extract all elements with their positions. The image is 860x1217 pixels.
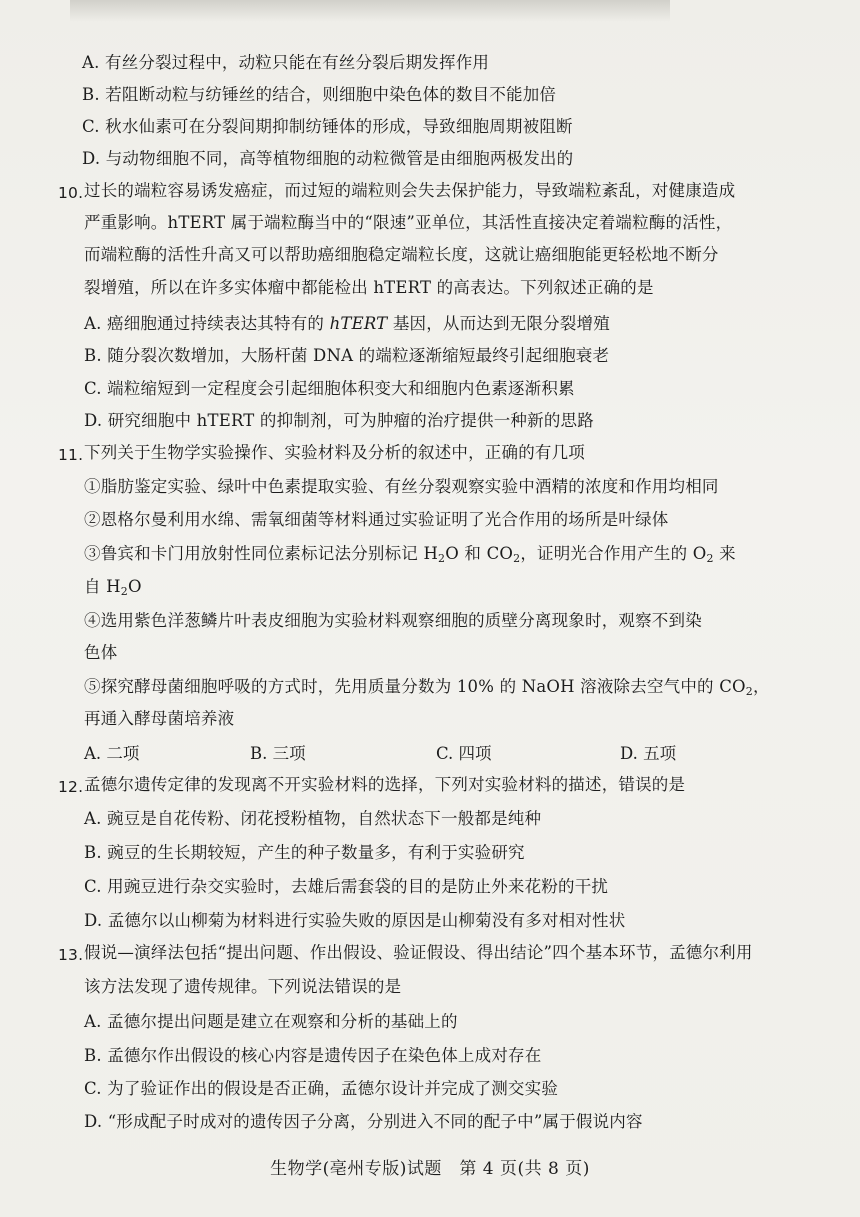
q9-option-b: B. 若阻断动粒与纺锤丝的结合，则细胞中染色体的数目不能加倍 <box>82 85 557 104</box>
q11-number: 11. <box>58 446 84 464</box>
q11-statement-5: ⑤探究酵母菌细胞呼吸的方式时，先用质量分数为 10% 的 NaOH 溶液除去空气中的 $CO_2$， <box>84 677 770 698</box>
q11-statement-5-cont: 再通入酵母菌培养液 <box>84 709 235 728</box>
q12-option-d: D. 孟德尔以山柳菊为材料进行实验失败的原因是山柳菊没有多对相对性状 <box>84 911 626 930</box>
page-footer: 生物学(亳州专版)试题 第 4 页(共 8 页) <box>270 1159 590 1179</box>
q10-stem-line-1: 过长的端粒容易诱发癌症，而过短的端粒则会失去保护能力，导致端粒紊乱，对健康造成 <box>84 181 736 200</box>
q11-option-d: D. 五项 <box>620 744 677 763</box>
q12-option-a: A. 豌豆是自花传粉、闭花授粉植物，自然状态下一般都是纯种 <box>84 809 542 828</box>
q11-statement-2: ②恩格尔曼利用水绵、需氧细菌等材料通过实验证明了光合作用的场所是叶绿体 <box>84 510 669 529</box>
q10-option-c: C. 端粒缩短到一定程度会引起细胞体积变大和细胞内色素逐渐积累 <box>84 379 575 398</box>
q12-stem: 孟德尔遗传定律的发现离不开实验材料的选择，下列对实验材料的描述，错误的是 <box>84 775 686 794</box>
q12-option-b: B. 豌豆的生长期较短，产生的种子数量多，有利于实验研究 <box>84 843 525 862</box>
q13-option-a: A. 孟德尔提出问题是建立在观察和分析的基础上的 <box>84 1012 458 1031</box>
q10-option-a: A. 癌细胞通过持续表达其特有的 hTERT 基因，从而达到无限分裂增殖 <box>84 314 610 333</box>
q12-option-c: C. 用豌豆进行杂交实验时，去雄后需套袋的目的是防止外来花粉的干扰 <box>84 877 609 896</box>
q10-stem-line-4: 裂增殖，所以在许多实体瘤中都能检出 hTERT 的高表达。下列叙述正确的是 <box>84 278 654 297</box>
q13-stem-line-1: 假说—演绎法包括“提出问题、作出假设、验证假设、得出结论”四个基本环节，孟德尔利用 <box>84 943 753 962</box>
q10-option-d: D. 研究细胞中 hTERT 的抑制剂，可为肿瘤的治疗提供一种新的思路 <box>84 411 594 430</box>
q10-stem-line-3: 而端粒酶的活性升高又可以帮助癌细胞稳定端粒长度，这就让癌细胞能更轻松地不断分 <box>84 245 719 264</box>
q10-stem-line-2: 严重影响。hTERT 属于端粒酶当中的“限速”亚单位，其活性直接决定着端粒酶的活性， <box>84 213 733 232</box>
q10-number: 10. <box>58 184 84 202</box>
q12-number: 12. <box>58 778 84 796</box>
q13-number: 13. <box>58 946 84 964</box>
q11-statement-3-cont: 自 $H_2O$ <box>84 577 142 598</box>
q11-option-c: C. 四项 <box>436 744 492 763</box>
q10-option-b: B. 随分裂次数增加，大肠杆菌 DNA 的端粒逐渐缩短最终引起细胞衰老 <box>84 346 610 365</box>
q13-option-b: B. 孟德尔作出假设的核心内容是遗传因子在染色体上成对存在 <box>84 1046 542 1065</box>
q11-statement-3: ③鲁宾和卡门用放射性同位素标记法分别标记 $H_2O$ 和 $CO_2$，证明光合作用产生的 $O_2$ 来 <box>84 544 736 565</box>
q11-statement-1: ①脂肪鉴定实验、绿叶中色素提取实验、有丝分裂观察实验中酒精的浓度和作用均相同 <box>84 477 719 496</box>
q13-stem-line-2: 该方法发现了遗传规律。下列说法错误的是 <box>84 977 402 996</box>
q9-option-a: A. 有丝分裂过程中，动粒只能在有丝分裂后期发挥作用 <box>82 53 490 72</box>
q11-statement-4: ④选用紫色洋葱鳞片叶表皮细胞为实验材料观察细胞的质壁分离现象时，观察不到染 <box>84 611 702 630</box>
q9-option-d: D. 与动物细胞不同，高等植物细胞的动粒微管是由细胞两极发出的 <box>82 149 574 168</box>
q11-statement-4-cont: 色体 <box>84 643 118 662</box>
q11-stem: 下列关于生物学实验操作、实验材料及分析的叙述中，正确的有几项 <box>84 443 585 462</box>
q11-option-b: B. 三项 <box>250 744 306 763</box>
q11-option-a: A. 二项 <box>84 744 140 763</box>
q11-options <box>84 740 724 762</box>
q9-option-c: C. 秋水仙素可在分裂间期抑制纺锤体的形成，导致细胞周期被阻断 <box>82 117 573 136</box>
q13-option-d: D. “形成配子时成对的遗传因子分离，分别进入不同的配子中”属于假说内容 <box>84 1112 643 1131</box>
scan-shadow <box>70 0 670 22</box>
q13-option-c: C. 为了验证作出的假设是否正确，孟德尔设计并完成了测交实验 <box>84 1079 559 1098</box>
